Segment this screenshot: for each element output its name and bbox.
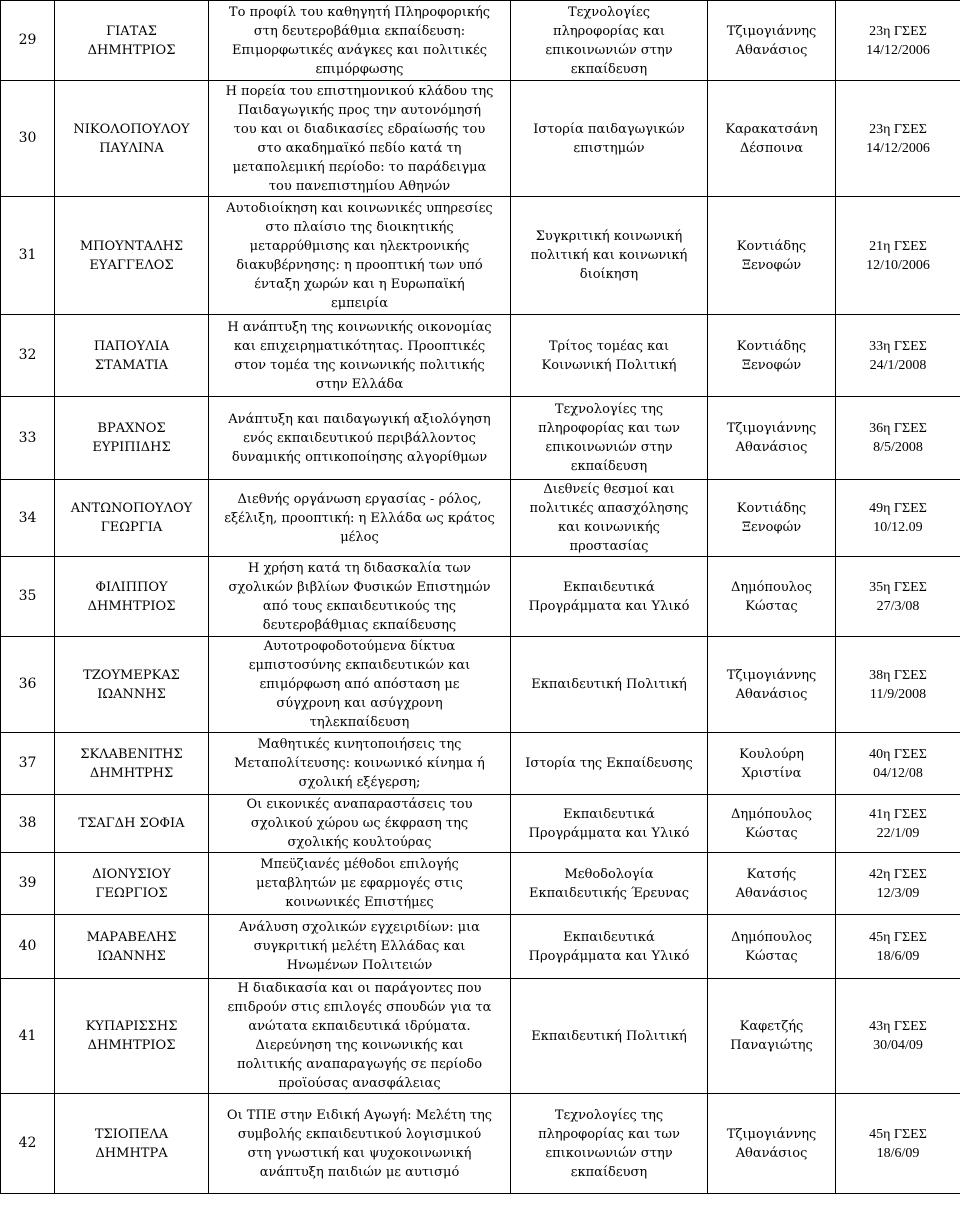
thesis-title: Η πορεία του επιστημονικού κλάδου της Παιδαγωγικής προς την αυτονόμησή του και οι διαδικασίες εδραίωσής του στο ακαδημαϊκό πεδίο κατά τη μεταπολεμική περίοδο: το παράδειγμα του πανεπιστημίου Αθηνών (209, 81, 511, 197)
supervisor-name: Τζιμογιάννης Αθανάσιος (708, 397, 836, 480)
supervisor-name: Τζιμογιάννης Αθανάσιος (708, 1094, 836, 1194)
row-number: 39 (1, 853, 55, 915)
supervisor-name: Καφετζής Παναγιώτης (708, 979, 836, 1094)
supervisor-name: Δημόπουλος Κώστας (708, 915, 836, 979)
student-name: ΤΖΟΥΜΕΡΚΑΣ ΙΩΑΝΝΗΣ (55, 637, 209, 733)
student-name: ΦΙΛΙΠΠΟΥ ΔΗΜΗΤΡΙΟΣ (55, 557, 209, 637)
table-body (1, 1, 960, 1194)
subject-area: Ιστορία της Εκπαίδευσης (511, 733, 708, 795)
supervisor-name: Καρακατσάνη Δέσποινα (708, 81, 836, 197)
thesis-title: Η χρήση κατά τη διδασκαλία των σχολικών βιβλίων Φυσικών Επιστημών από τους εκπαιδευτικούς της δευτεροβάθμιας εκπαίδευσης (209, 557, 511, 637)
table-row (1, 915, 960, 979)
thesis-title: Ανάλυση σχολικών εγχειριδίων: μια συγκριτική μελέτη Ελλάδας και Ηνωμένων Πολιτειών (209, 915, 511, 979)
approval-date: 21η ΓΣΕΣ 12/10/2006 (836, 197, 960, 315)
approval-date: 36η ΓΣΕΣ 8/5/2008 (836, 397, 960, 480)
row-number: 41 (1, 979, 55, 1094)
student-name: ΣΚΛΑΒΕΝΙΤΗΣ ΔΗΜΗΤΡΗΣ (55, 733, 209, 795)
table-row (1, 795, 960, 853)
table-row (1, 637, 960, 733)
thesis-title: Οι εικονικές αναπαραστάσεις του σχολικού χώρου ως έκφραση της σχολικής κουλτούρας (209, 795, 511, 853)
approval-date: 43η ΓΣΕΣ 30/04/09 (836, 979, 960, 1094)
row-number: 37 (1, 733, 55, 795)
table-row (1, 1094, 960, 1194)
approval-date: 23η ΓΣΕΣ 14/12/2006 (836, 1, 960, 81)
supervisor-name: Κατσής Αθανάσιος (708, 853, 836, 915)
subject-area: Τεχνολογίες της πληροφορίας και των επικοινωνιών στην εκπαίδευση (511, 397, 708, 480)
thesis-title: Αυτοτροφοδοτούμενα δίκτυα εμπιστοσύνης εκπαιδευτικών και επιμόρφωση από απόσταση με σύγχρονη και ασύγχρονη τηλεκπαίδευση (209, 637, 511, 733)
approval-date: 41η ΓΣΕΣ 22/1/09 (836, 795, 960, 853)
approval-date: 45η ΓΣΕΣ 18/6/09 (836, 1094, 960, 1194)
thesis-title: Η διαδικασία και οι παράγοντες που επιδρούν στις επιλογές σπουδών για τα ανώτατα εκπαιδευτικά ιδρύματα. Διερεύνηση της κοινωνικής και πολιτικής αναπαραγωγής σε περίοδο προϊούσας ανασφάλειας (209, 979, 511, 1094)
row-number: 30 (1, 81, 55, 197)
thesis-title: Διεθνής οργάνωση εργασίας - ρόλος, εξέλιξη, προοπτική: η Ελλάδα ως κράτος μέλος (209, 480, 511, 557)
student-name: ΜΑΡΑΒΕΛΗΣ ΙΩΑΝΝΗΣ (55, 915, 209, 979)
approval-date: 45η ΓΣΕΣ 18/6/09 (836, 915, 960, 979)
subject-area: Διεθνείς θεσμοί και πολιτικές απασχόλησης και κοινωνικής προστασίας (511, 480, 708, 557)
subject-area: Τρίτος τομέας και Κοινωνική Πολιτική (511, 315, 708, 397)
supervisor-name: Κοντιάδης Ξενοφών (708, 315, 836, 397)
subject-area: Ιστορία παιδαγωγικών επιστημών (511, 81, 708, 197)
subject-area: Τεχνολογίες πληροφορίας και επικοινωνιών στην εκπαίδευση (511, 1, 708, 81)
row-number: 36 (1, 637, 55, 733)
approval-date: 35η ΓΣΕΣ 27/3/08 (836, 557, 960, 637)
table-row (1, 480, 960, 557)
thesis-title: Μαθητικές κινητοποιήσεις της Μεταπολίτευσης: κοινωνικό κίνημα ή σχολική εξέγερση; (209, 733, 511, 795)
subject-area: Συγκριτική κοινωνική πολιτική και κοινωνική διοίκηση (511, 197, 708, 315)
supervisor-name: Τζιμογιάννης Αθανάσιος (708, 637, 836, 733)
supervisor-name: Κοντιάδης Ξενοφών (708, 480, 836, 557)
student-name: ΚΥΠΑΡΙΣΣΗΣ ΔΗΜΗΤΡΙΟΣ (55, 979, 209, 1094)
table-row (1, 397, 960, 480)
student-name: ΒΡΑΧΝΟΣ ΕΥΡΙΠΙΔΗΣ (55, 397, 209, 480)
student-name: ΜΠΟΥΝΤΑΛΗΣ ΕΥΑΓΓΕΛΟΣ (55, 197, 209, 315)
subject-area: Μεθοδολογία Εκπαιδευτικής Έρευνας (511, 853, 708, 915)
row-number: 34 (1, 480, 55, 557)
row-number: 29 (1, 1, 55, 81)
thesis-title: Οι ΤΠΕ στην Ειδική Αγωγή: Μελέτη της συμβολής εκπαιδευτικού λογισμικού στη γνωστική και ψυχοκοινωνική ανάπτυξη παιδιών με αυτισμό (209, 1094, 511, 1194)
subject-area: Εκπαιδευτική Πολιτική (511, 979, 708, 1094)
subject-area: Εκπαιδευτικά Προγράμματα και Υλικό (511, 795, 708, 853)
thesis-title: Το προφίλ του καθηγητή Πληροφορικής στη δευτεροβάθμια εκπαίδευση: Επιμορφωτικές ανάγκες και πολιτικές επιμόρφωσης (209, 1, 511, 81)
supervisor-name: Δημόπουλος Κώστας (708, 557, 836, 637)
approval-date: 42η ΓΣΕΣ 12/3/09 (836, 853, 960, 915)
supervisor-name: Τζιμογιάννης Αθανάσιος (708, 1, 836, 81)
approval-date: 38η ΓΣΕΣ 11/9/2008 (836, 637, 960, 733)
table-row (1, 733, 960, 795)
student-name: ΠΑΠΟΥΛΙΑ ΣΤΑΜΑΤΙΑ (55, 315, 209, 397)
subject-area: Τεχνολογίες της πληροφορίας και των επικοινωνιών στην εκπαίδευση (511, 1094, 708, 1194)
table-row (1, 979, 960, 1094)
row-number: 31 (1, 197, 55, 315)
supervisor-name: Δημόπουλος Κώστας (708, 795, 836, 853)
student-name: ΤΣΑΓΔΗ ΣΟΦΙΑ (55, 795, 209, 853)
approval-date: 33η ΓΣΕΣ 24/1/2008 (836, 315, 960, 397)
subject-area: Εκπαιδευτική Πολιτική (511, 637, 708, 733)
supervisor-name: Κουλούρη Χριστίνα (708, 733, 836, 795)
thesis-title: Η ανάπτυξη της κοινωνικής οικονομίας και επιχειρηματικότητας. Προοπτικές στον τομέα της κοινωνικής πολιτικής στην Ελλάδα (209, 315, 511, 397)
table-row (1, 853, 960, 915)
thesis-title: Μπεϋζιανές μέθοδοι επιλογής μεταβλητών με εφαρμογές στις κοινωνικές Επιστήμες (209, 853, 511, 915)
table-row (1, 557, 960, 637)
student-name: ΤΣΙΟΠΕΛΑ ΔΗΜΗΤΡΑ (55, 1094, 209, 1194)
supervisor-name: Κοντιάδης Ξενοφών (708, 197, 836, 315)
student-name: ΝΙΚΟΛΟΠΟΥΛΟΥ ΠΑΥΛΙΝΑ (55, 81, 209, 197)
thesis-title: Ανάπτυξη και παιδαγωγική αξιολόγηση ενός εκπαιδευτικού περιβάλλοντος δυναμικής οπτικοποίησης αλγορίθμων (209, 397, 511, 480)
table-row (1, 81, 960, 197)
row-number: 32 (1, 315, 55, 397)
subject-area: Εκπαιδευτικά Προγράμματα και Υλικό (511, 557, 708, 637)
table-row (1, 315, 960, 397)
subject-area: Εκπαιδευτικά Προγράμματα και Υλικό (511, 915, 708, 979)
approval-date: 23η ΓΣΕΣ 14/12/2006 (836, 81, 960, 197)
row-number: 38 (1, 795, 55, 853)
student-name: ΔΙΟΝΥΣΙΟΥ ΓΕΩΡΓΙΟΣ (55, 853, 209, 915)
approval-date: 40η ΓΣΕΣ 04/12/08 (836, 733, 960, 795)
table-row (1, 197, 960, 315)
table-row (1, 1, 960, 81)
row-number: 35 (1, 557, 55, 637)
student-name: ΑΝΤΩΝΟΠΟΥΛΟΥ ΓΕΩΡΓΙΑ (55, 480, 209, 557)
row-number: 33 (1, 397, 55, 480)
row-number: 40 (1, 915, 55, 979)
student-name: ΓΙΑΤΑΣ ΔΗΜΗΤΡΙΟΣ (55, 1, 209, 81)
row-number: 42 (1, 1094, 55, 1194)
approval-date: 49η ΓΣΕΣ 10/12.09 (836, 480, 960, 557)
thesis-title: Αυτοδιοίκηση και κοινωνικές υπηρεσίες στο πλαίσιο της διοικητικής μεταρρύθμισης και ηλεκτρονικής διακυβέρνησης: η προοπτική των υπό ένταξη χωρών και η Ευρωπαϊκή εμπειρία (209, 197, 511, 315)
